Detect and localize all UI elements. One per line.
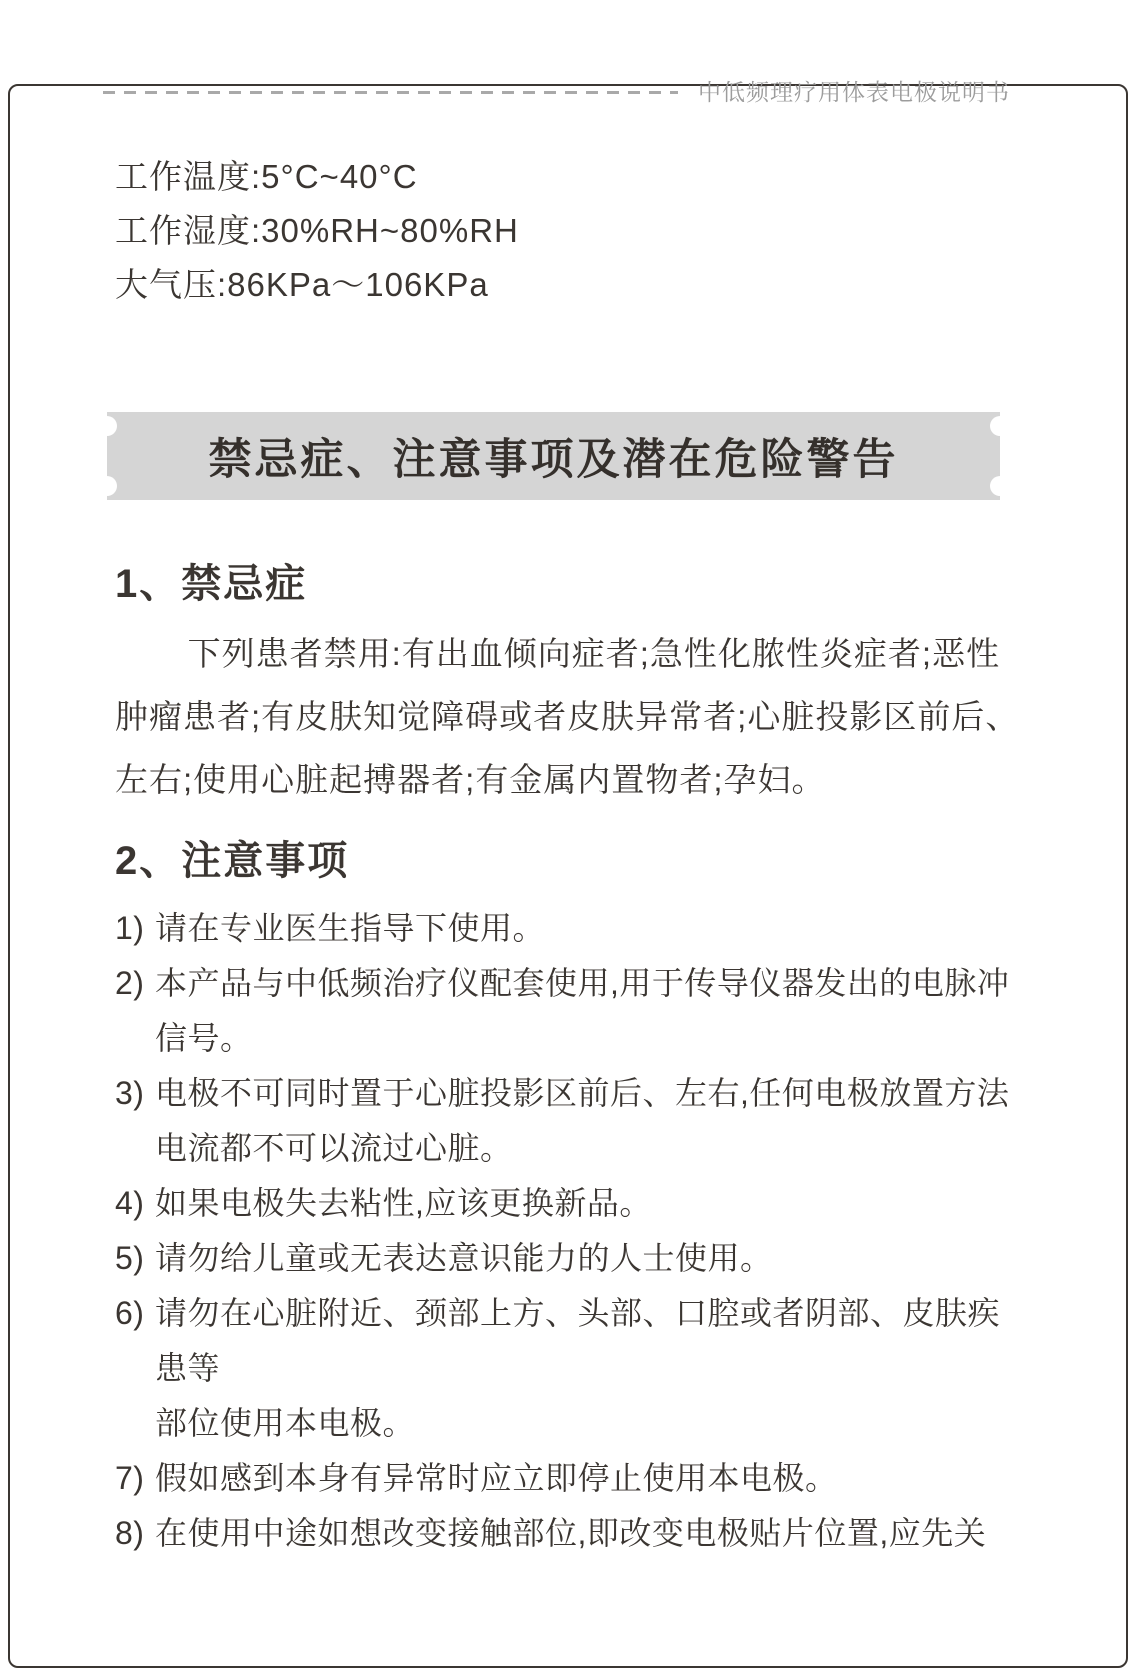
banner-corner-notch [990,416,1010,436]
list-item [115,1451,1024,1506]
document-page [0,76,1136,1676]
list-item-text: 信号。 [155,1020,253,1056]
banner-corner-notch [97,416,117,436]
list-item-text: 如果电极失去粘性,应该更换新品。 [155,1185,652,1221]
precautions-list [115,901,1024,1561]
banner-corner-notch [990,476,1010,496]
list-item-text: 假如感到本身有异常时应立即停止使用本电极。 [155,1460,838,1496]
list-item-text: 请勿给儿童或无表达意识能力的人士使用。 [155,1240,773,1276]
list-item [115,1506,1024,1561]
list-item-text: 在使用中途如想改变接触部位,即改变电极贴片位置,应先关 [155,1515,987,1551]
spec-line-humidity: 工作湿度:30%RH~80%RH [115,212,519,249]
paragraph-line: 肿瘤患者;有皮肤知觉障碍或者皮肤异常者;心脏投影区前后、 [115,698,1020,735]
spec-line-pressure: 大气压:86KPa～106KPa [115,266,489,303]
banner-corner-notch [97,476,117,496]
operating-specs [115,150,1024,312]
list-item-marker: 1) [115,910,145,946]
paragraph-line: 下列患者禁用:有出血倾向症者;急性化脓性炎症者;恶性 [187,635,1001,672]
list-item-marker: 2) [115,965,145,1001]
warning-banner [107,412,1000,500]
list-item [115,956,1024,1066]
contraindications-paragraph [115,622,1024,811]
list-item-marker: 4) [115,1185,145,1221]
manual-title: 中低频理疗用体表电极说明书 [698,79,1010,105]
page-content [0,76,1136,1561]
spec-line-temperature: 工作温度:5°C~40°C [115,158,418,195]
list-item-text: 请勿在心脏附近、颈部上方、头部、口腔或者阴部、皮肤疾患等 [155,1295,1001,1386]
dashed-divider [103,91,678,94]
list-item-text: 本产品与中低频治疗仪配套使用,用于传导仪器发出的电脉冲 [155,965,1010,1001]
warning-banner-title: 禁忌症、注意事项及潜在危险警告 [208,435,899,484]
list-item-marker: 7) [115,1460,145,1496]
list-item [115,1176,1024,1231]
list-item-marker: 6) [115,1295,145,1331]
list-item [115,1231,1024,1286]
page-header [103,76,1010,108]
section-heading-precautions: 2、注意事项 [115,839,350,883]
list-item [115,1286,1024,1451]
list-item-text: 电极不可同时置于心脏投影区前后、左右,任何电极放置方法 [155,1075,1010,1111]
list-item-text: 部位使用本电极。 [155,1405,416,1441]
list-item [115,1066,1024,1176]
list-item-marker: 3) [115,1075,145,1111]
list-item-text: 请在专业医生指导下使用。 [155,910,546,946]
section-heading-contraindications: 1、禁忌症 [115,562,308,606]
list-item-text: 电流都不可以流过心脏。 [155,1130,513,1166]
paragraph-line: 左右;使用心脏起搏器者;有金属内置物者;孕妇。 [115,761,826,798]
list-item [115,901,1024,956]
list-item-marker: 8) [115,1515,145,1551]
list-item-marker: 5) [115,1240,145,1276]
